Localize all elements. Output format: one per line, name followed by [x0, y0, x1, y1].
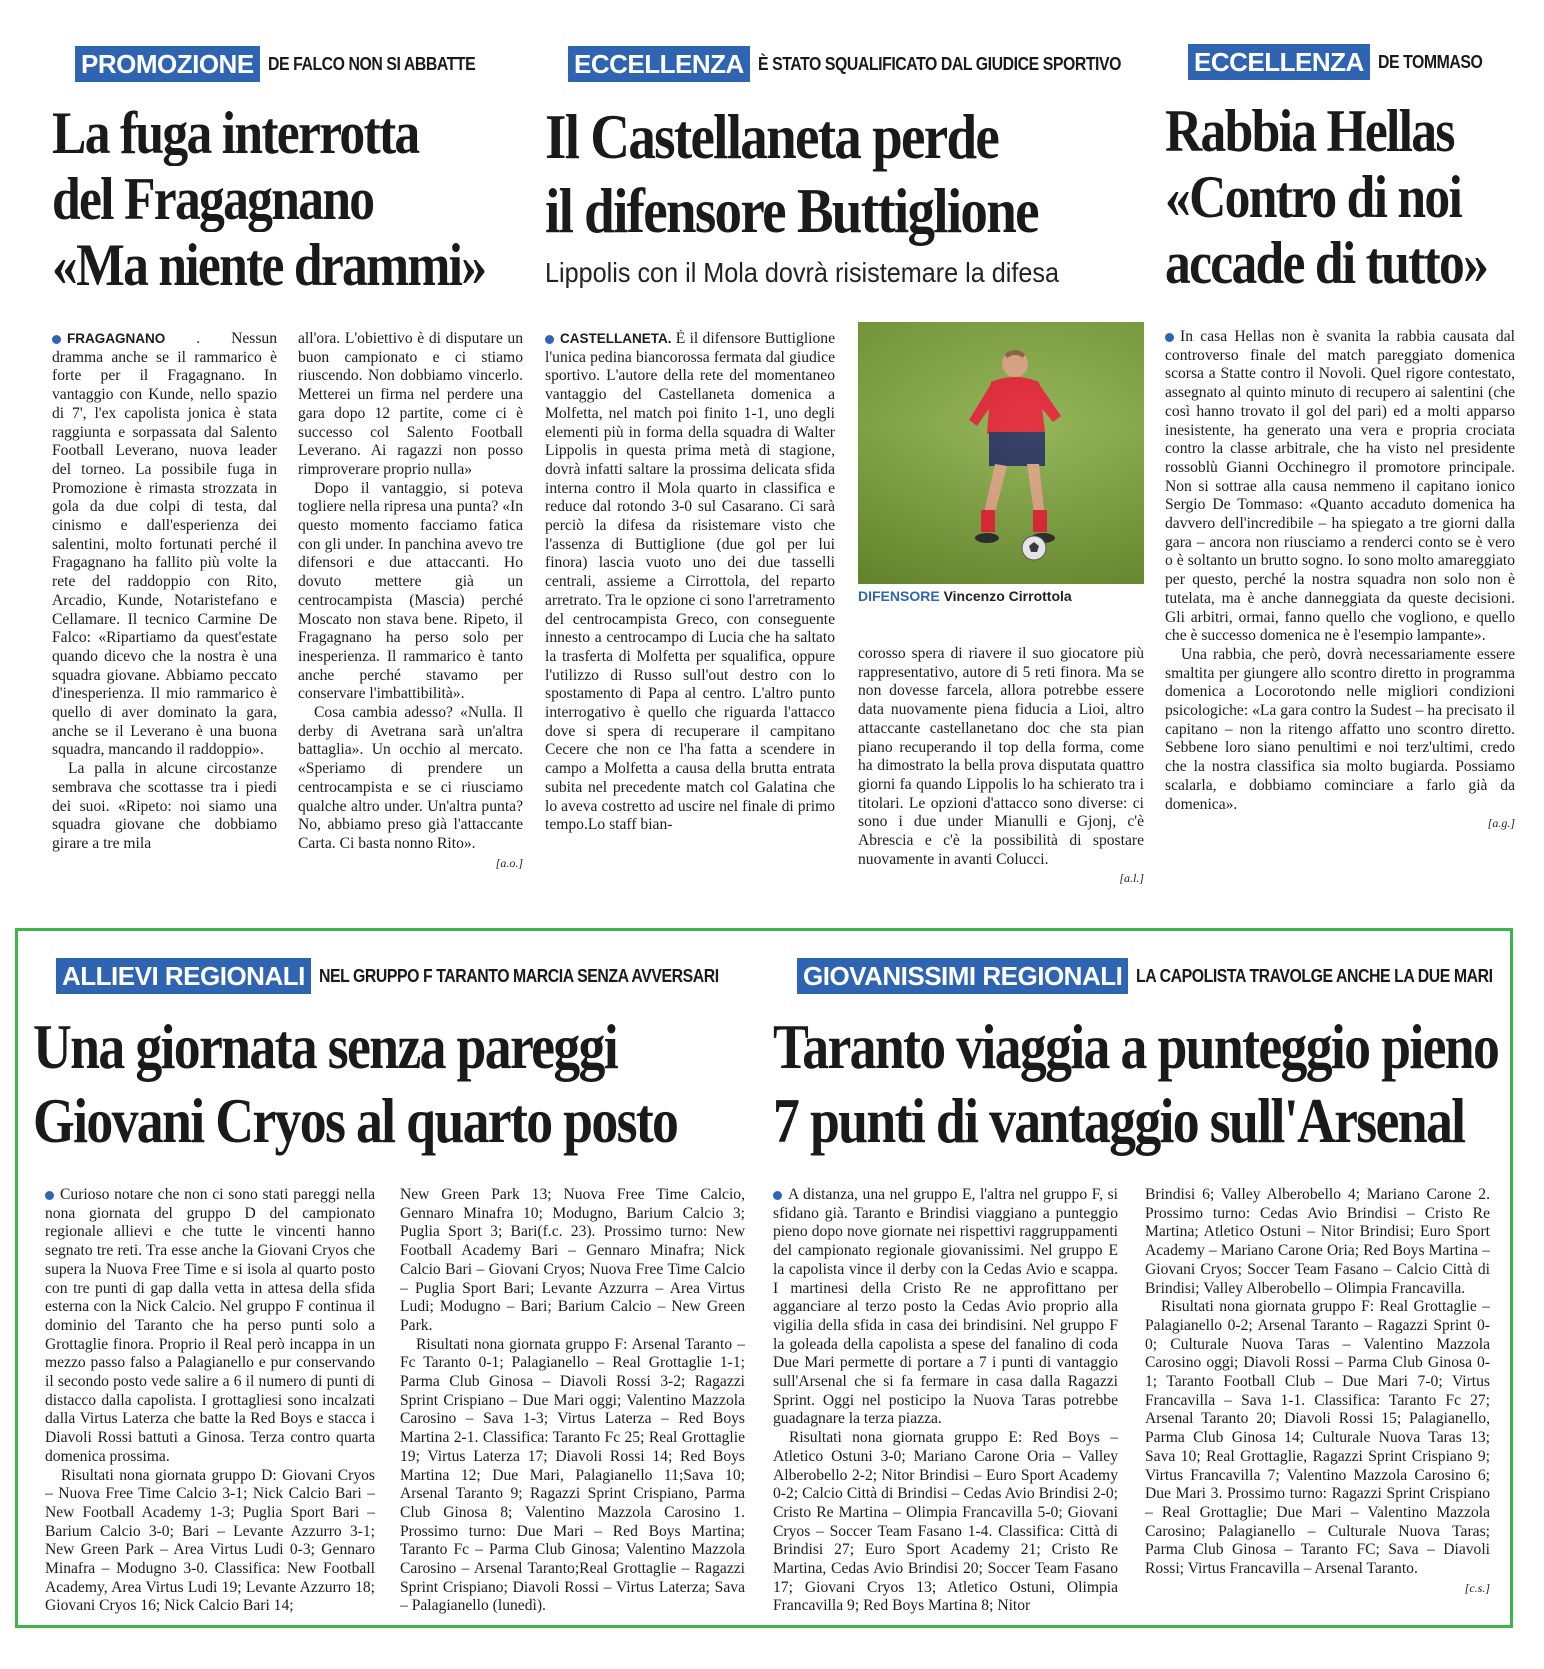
blue-dot-bullet-icon	[773, 1191, 782, 1200]
headline-line: «Ma niente drammi»	[52, 232, 486, 298]
photo-defender	[858, 322, 1144, 584]
headline-line: «Contro di noi	[1165, 164, 1462, 230]
paragraph: Brindisi 6; Valley Alberobello 4; Mariano Carone 2. Prossimo turno: Cedas Avio Brindisi – Cristo Re Martina; Atletico Ostuni – Nitor Brindisi; Euro Sport Academy – Mariano Carone Oria; Red Boys Martina – Giovani Cryos; Soccer Team Fasano – Calcio Città di Brindisi; Valley Alberobello – Olimpia Francavilla.	[1145, 1186, 1490, 1297]
kicker-subtitle: È STATO SQUALIFICATO DAL GIUDICE SPORTIVO	[757, 53, 1121, 74]
headline-line: il difensore Buttiglione	[545, 175, 1038, 246]
caption-name: Vincenzo Cirrottola	[943, 588, 1072, 604]
kicker-subtitle: LA CAPOLISTA TRAVOLGE ANCHE LA DUE MARI	[1136, 965, 1493, 986]
article-column	[773, 1186, 1118, 1616]
paragraph: È il difensore Buttiglione l'unica pedina biancorossa fermata dal giudice sportivo. L'autore della rete del momentaneo vantaggio del Castellaneta domenica a Molfetta, nel match poi finito 1-1, uno degli elementi più in forma della squadra di Walter Lippolis in questa prima metà di stagione, dovrà infatti saltare la prossima delicata sfida interna contro il Mola quarto in classifica e reduce dal rotondo 3-0 sul Casarano. Ci sarà perciò la difesa da risistemare visto che l'assenza di Buttiglione (due gol per lui finora) lascia vuoto uno dei due tasselli centrali, assieme a Cirrottola, del reparto arretrato. Tra le opzione ci sono l'arretramento del centrocampista Greco, con conseguente innesto a centrocampo di Lucia che ha saltato la trasferta di Molfetta per squalifica, oppure l'utilizzo di Russo sull'out destro con lo spostamento di Papa al centro. L'altro punto interrogativo è quello che riguarda l'attacco dove si spera di recuperare il campitano Cecere che non ce l'ha fatta a scendere in campo a Molfetta a causa della brutta entrata subita nel precedente match col Galatina che lo aveva costretto ad uscire nel finale di primo tempo.Lo staff bian-	[545, 330, 835, 834]
paragraph: corosso spera di riavere il suo giocatore più rappresentativo, autore di 5 reti finora. Ma se non dovesse farcela, allora potrebbe essere data nuovamente piena fiducia a Lioi, altro attaccante castellanetano doc che sta pian piano recuperando il top della forma, come ha dimostrato la bella prova disputata quattro giorni fa quando Lippolis lo ha schierato tra i titolari. Le opzioni d'attacco sono diverse: ci sono i due under Mianulli e Gjonj, c'è Abrescia e c'è la possibilità di spostare nuovamente in avanti Colucci.	[858, 645, 1144, 868]
headline-line: accade di tutto»	[1165, 230, 1488, 296]
article-column	[1145, 1186, 1490, 1616]
paragraph: Risultati nona giornata gruppo F: Real Grottaglie – Palagianello 0-2; Arsenal Taranto – Ragazzi Sprint 0-0; Culturale Nuova Taras – Valentino Mazzola Carosino oggi; Diavoli Rossi – Parma Club Ginosa 0-1; Taranto Football Club – Due Mari 7-0; Virtus Francavilla – Sava 1-1. Classifica: Taranto Fc 27; Arsenal Taranto 20; Diavoli Rossi 15; Palagianello, Parma Club Ginosa 14; Culturale Nuova Taras 13; Sava 10; Real Grottaglie, Ragazzi Sprint Crispiano 9; Virtus Francavilla 7; Valentino Mazzola Carosino 6; Due Mari 3. Prossimo turno: Ragazzi Sprint Crispiano – Real Grottaglie; Due Mari – Valentino Mazzola Carosino; Palagianello – Culturale Nuova Taras; Parma Club Ginosa – Taranto FC; Sava – Diavoli Rossi; Virtus Francavilla – Arsenal Taranto.	[1145, 1298, 1490, 1578]
paragraph: Risultati nona giornata gruppo F: Arsenal Taranto – Fc Taranto 0-1; Palagianello – Real Grottaglie 1-1; Parma Club Ginosa – Diavoli Rossi 3-2; Ragazzi Sprint Crispiano – Due Mari oggi; Valentino Mazzola Carosino – Sava 1-3; Virtus Laterza – Red Boys Martina 2-1. Classifica: Taranto Fc 25; Real Grottaglie 19; Virtus Laterza 17; Diavoli Rossi 14; Red Boys Martina 12; Due Mari, Palagianello 11;Sava 10; Arsenal Taranto 9; Ragazzi Sprint Crispiano, Parma Club Ginosa 8; Valentino Mazzola Carosino 1. Prossimo turno: Due Mari – Red Boys Martina; Taranto Fc – Parma Club Ginosa; Valentino Mazzola Carosino – Arsenal Taranto;Real Grottaglie – Ragazzi Sprint Crispiano; Diavoli Rossi – Virtus Laterza; Sava – Palagianello (lunedì).	[400, 1335, 745, 1615]
kicker-giovanissimi	[797, 958, 1541, 994]
paragraph: Nessun dramma anche se il rammarico è forte per il Fragagnano. In vantaggio con Kunde, nello spazio di 7', l'ex capolista jonica è stata raggiunta e sorpassata dal Salento Football Leverano, nuova leader del torneo. La possibile fuga in Promozione è rimasta strozzata in gola da due colpi di testa, dal cinismo e dall'esperienza dei salentini, molto fortunati perché il Fragagnano ha fallito più volte la rete del raddoppio con Rito, Arcadio, Kunde, Notaristefano e Cellamare. Il tecnico Carmine De Falco: «Ripartiamo da quest'estate quando dicevo che la nostra è una squadra giovane. Abbiamo peccato d'inesperienza. Il mio rammarico è quello di aver dominato la gara, anche se il Leverano è una buona squadra, mancando il raddoppio».	[52, 330, 277, 759]
paragraph: New Green Park 13; Nuova Free Time Calcio, Gennaro Minafra 10; Modugno, Barium Calcio 3; Puglia Sport 3; Bari(f.c. 23). Prossimo turno: New Football Academy Bari – Gennaro Minafra; Nick Calcio Bari – Giovani Cryos; Nuova Free Time Calcio – Puglia Sport Bari; Levante Azzurra – Area Virtus Ludi; Modugno – Bari; Barium Calcio – New Green Park.	[400, 1186, 745, 1334]
paragraph: Dopo il vantaggio, si poteva togliere nella ripresa una punta? «In questo momento facciamo fatica con gli under. In panchina avevo tre difensori e due attaccanti. Ho dovuto mettere già un centrocampista (Mascia) perché Moscato non stava bene. Ripeto, il Fragagnano ha perso solo per inesperienza. Il rammarico è tanto anche perché stavamo per conservare l'imbattibilità».	[298, 479, 523, 703]
headline-allievi	[33, 1010, 800, 1158]
headline-line: Il Castellaneta perde	[545, 101, 999, 172]
headline-line: Rabbia Hellas	[1165, 98, 1454, 164]
author-signature: [c.s.]	[1464, 1580, 1490, 1595]
paragraph: Curioso notare che non ci sono stati pareggi nella nona giornata del gruppo D del campionato regionale allievi e che tutte le vincenti hanno segnato tre reti. Tra esse anche la Giovani Cryos che supera la Nuova Free Time e si isola al quarto posto con tre punti di gap dalla vetta in attesa della sfida esterna con la Nick Calcio. Nel gruppo F continua il dominio del Taranto che ha perso punti solo a Grottaglie finora. Proprio il Real però incappa in un mezzo passo falso a Palagianello e pur conservando il secondo posto vede salire a 6 il numero di punti di distacco dalla capolista. I grottagliesi sono incalzati dalla Virtus Laterza che batte la Red Boys e stacca i Diavoli Rossi battuti a Ginosa. Terza contro quarta domenica prossima.	[45, 1186, 375, 1465]
dateline: FRAGAGNANO	[67, 331, 166, 346]
paragraph: all'ora. L'obiettivo è di disputare un buon campionato e ci stiamo riuscendo. Non dobbiamo vincerlo. Metterei un firma nel perdere una gara dopo 12 partite, come ci è successo col Salento Football Leverano. Ai ragazzi non posso rimproverare proprio nulla»	[298, 330, 523, 478]
kicker-subtitle: DE TOMMASO	[1377, 51, 1483, 72]
headline-hellas	[1165, 98, 1540, 296]
article-column	[298, 330, 523, 910]
kicker-tag: ECCELLENZA	[1188, 44, 1370, 80]
caption-key: DIFENSORE	[858, 588, 940, 604]
headline-line: Taranto viaggia a punteggio pieno	[773, 1011, 1499, 1082]
kicker-promozione	[75, 46, 503, 82]
headline-line: La fuga interrotta	[52, 100, 419, 166]
photo-caption	[858, 588, 1072, 604]
kicker-eccellenza-castellaneta	[568, 46, 1170, 82]
headline-giovanissimi	[773, 1010, 1544, 1158]
article-column	[545, 330, 835, 910]
headline-line: 7 punti di vantaggio sull'Arsenal	[773, 1085, 1465, 1156]
blue-dot-bullet-icon	[45, 1191, 54, 1200]
blue-dot-bullet-icon	[545, 335, 554, 344]
kicker-eccellenza-hellas	[1188, 44, 1496, 80]
author-signature: [a.g.]	[1487, 816, 1515, 831]
author-signature: [a.l.]	[1119, 871, 1144, 886]
headline-line: del Fragagnano	[52, 166, 374, 232]
article-column	[858, 645, 1144, 910]
article-column: FRAGAGNANO . Nessun dramma anche se il rammarico è forte per il Fragagnano. In vantaggio con Kunde, nello spazio di 7', l'ex capolista jonica è stata raggiunta e sorpassata dal Salento Football Leverano, nuova leader del torneo. La possibile fuga in Promozione è rimasta strozzata in gola da due colpi di testa, dal cinismo e dall'esperienza dei salentini, molto fortunati perché il Fragagnano ha fallito più volte la rete del raddoppio con Rito, Arcadio, Kunde, Notaristefano e Cellamare. Il tecnico Carmine De Falco: «Ripartiamo da quest'estate quando dicevo che la nostra è una squadra giovane. Abbiamo peccato d'inesperienza. Il mio rammarico è quello di aver dominato la gara, anche se il Leverano è una buona squadra, mancando il raddoppio». La palla in alcune circostanze sembrava che scottasse tra i piedi dei suoi. «Ripeto: noi siamo una squadra giovane che dobbiamo girare a tre mila	[52, 330, 277, 852]
headline-fragagnano	[52, 100, 556, 298]
headline-deck: Lippolis con il Mola dovrà risistemare la difesa	[545, 257, 1060, 288]
paragraph: Risultati nona giornata gruppo D: Giovani Cryos – Nuova Free Time Calcio 3-1; Nick Calcio Bari – New Football Academy 1-3; Puglia Sport Bari – Barium Calcio 3-0; Bari – Levante Azzurro 3-1; New Green Park – Area Virtus Ludi 0-3; Gennaro Minafra – Modugno 3-0. Classifica: New Football Academy, Area Virtus Ludi 19; Levante Azzurro 18; Giovani Cryos 16; Nick Calcio Bari 14;	[45, 1466, 375, 1615]
paragraph: In casa Hellas non è svanita la rabbia causata dal controverso finale del match pareggiato domenica scorsa a Statte contro il Novoli. Quel rigore contestato, assegnato al quinto minuto di recupero ai salentini (che così hanno trovato il gol del pari) ed a molti apparso inesistente, ha generato una vera e propria crociata contro la classe arbitrale, che ha visto nel presidente rossoblù Gianni Occhinegro il promotore principale. Non si sottrae alla causa nemmeno il capitano ionico Sergio De Tommaso: «Quanto accaduto domenica ha davvero dell'incredibile – ha spiegato a tre giorni dalla gara – ancora non riusciamo a renderci conto se è vero o è soltanto un brutto sogno. Io sono molto amareggiato per questo, perché la nostra squadra non solo non è tutelata, ma è anche danneggiata da queste decisioni. Gli arbitri, ormai, fanno quello che vogliono, e quello che è successo domenica ne è l'esempio lampante».	[1165, 328, 1515, 645]
dateline: CASTELLANETA.	[560, 331, 672, 346]
article-column	[400, 1186, 745, 1616]
paragraph: Una rabbia, che però, dovrà necessariamente essere smaltita per giungere allo scontro diretto in programma domenica a Locorotondo nelle migliori condizioni psicologiche: «La gara contro la Sudest – ha precisato il capitano – non la ritengo affatto uno scontro diretto. Sebbene loro siano penultimi e noi terz'ultimi, credo che la nostra classifica sia molto bugiarda. Possiamo scalarla, e dobbiamo cominciare a farlo già da domenica».	[1165, 645, 1515, 813]
kicker-tag: GIOVANISSIMI REGIONALI	[797, 958, 1128, 994]
kicker-allievi	[56, 958, 773, 994]
headline-castellaneta	[545, 100, 1118, 248]
blue-dot-bullet-icon	[52, 335, 61, 344]
paragraph: Cosa cambia adesso? «Nulla. Il derby di Avetrana sarà un'altra battaglia». Un occhio al mercato. «Speriamo di prendere un centrocampista e se ci riusciamo qualche altro under. Un'altra punta? No, abbiamo preso già l'attaccante Carta. Ci basta nonno Rito».	[298, 704, 523, 852]
author-signature: [a.o.]	[495, 855, 523, 870]
paragraph: Risultati nona giornata gruppo E: Red Boys – Atletico Ostuni 3-0; Mariano Carone Oria – Valley Alberobello 2-2; Nitor Brindisi – Euro Sport Academy 0-2; Calcio Città di Brindisi – Cedas Avio Brindisi 2-0; Cristo Re Martina – Olimpia Francavilla 5-0; Giovani Cryos – Soccer Team Fasano 1-4. Classifica: Città di Brindisi 27; Euro Sport Academy 21; Cristo Re Martina, Cedas Avio Brindisi 20; Soccer Team Fasano 17; Giovani Cryos 13; Atletico Ostuni, Olimpia Francavilla 9; Red Boys Martina 8; Nitor	[773, 1429, 1118, 1615]
kicker-tag: PROMOZIONE	[75, 46, 260, 82]
kicker-subtitle: DE FALCO NON SI ABBATTE	[267, 53, 475, 74]
article-column	[45, 1186, 375, 1616]
paragraph: La palla in alcune circostanze sembrava che scottasse tra i piedi dei suoi. «Ripeto: noi siamo una squadra giovane che dobbiamo girare a tre mila	[52, 760, 277, 852]
headline-line: Una giornata senza pareggi	[33, 1011, 618, 1082]
kicker-tag: ECCELLENZA	[568, 46, 750, 82]
headline-line: Giovani Cryos al quarto posto	[33, 1085, 678, 1156]
kicker-subtitle: NEL GRUPPO F TARANTO MARCIA SENZA AVVERSARI	[318, 965, 719, 986]
paragraph: A distanza, una nel gruppo E, l'altra nel gruppo F, si sfidano già. Taranto e Brindisi viaggiano a punteggio pieno dopo nove giornate nei rispettivi raggruppamenti del campionato regionale giovanissimi. Nel gruppo E la capolista vince il derby con la Cedas Avio e scappa. I martinesi della Cristo Re ne approfittano per agganciare al terzo posto la Cedas Avio proprio alla vigilia della sfida in casa dei brindisini. Nel gruppo F la goleada della capolista a spese del fanalino di coda Due Mari permette di portare a 7 i punti di vantaggio sull'Arsenal che si fa fermare in casa dalla Ragazzi Sprint. Oggi nel posticipo la Nuova Taras potrebbe guadagnare la terza piazza.	[773, 1186, 1118, 1428]
blue-dot-bullet-icon	[1165, 333, 1174, 342]
kicker-tag: ALLIEVI REGIONALI	[56, 958, 311, 994]
article-column	[1165, 328, 1515, 910]
